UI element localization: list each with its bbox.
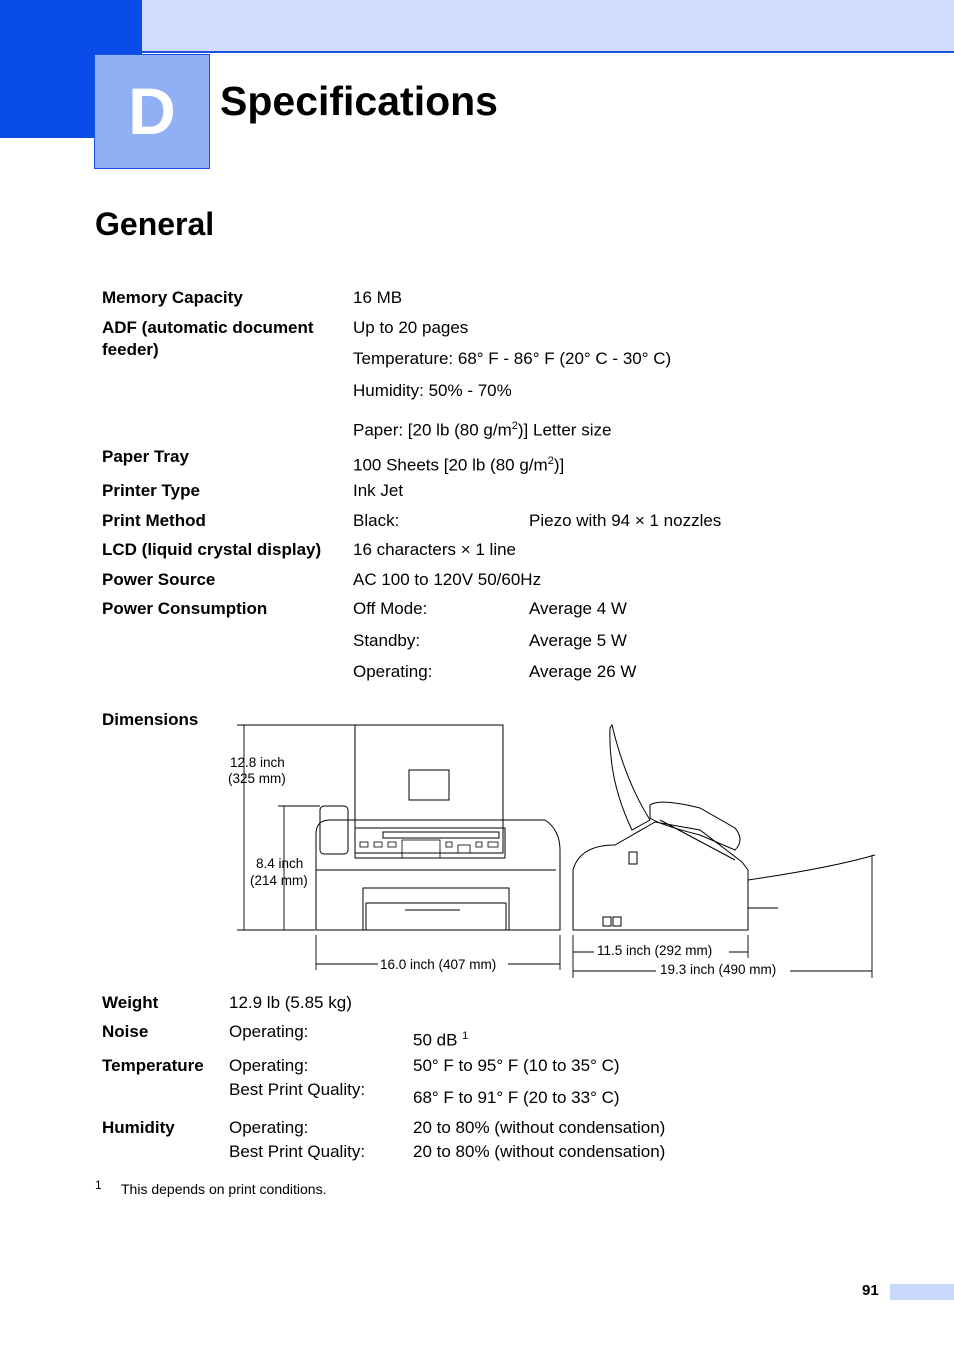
footnote-mark: 1 [95, 1178, 102, 1192]
paper-tray-label: Paper Tray [102, 447, 189, 466]
weight-label: Weight [102, 993, 159, 1012]
humidity-val1: 20 to 80% (without condensation) [413, 1118, 666, 1137]
humidity-sub2: Best Print Quality: [229, 1142, 366, 1161]
dim-height-body-line2: (214 mm) [250, 873, 308, 888]
front-view-drawing [316, 725, 560, 930]
adf-temperature: Temperature: 68° F - 86° F (20° C - 30° C) [353, 349, 672, 368]
chapter-letter: D [94, 54, 210, 169]
power-mode: Off Mode: [353, 599, 428, 618]
temperature-val2: 68° F to 91° F (20 to 33° C) [413, 1088, 620, 1107]
adf-humidity: Humidity: 50% - 70% [353, 381, 512, 400]
weight-value: 12.9 lb (5.85 kg) [229, 993, 352, 1012]
print-method-label: Print Method [102, 511, 206, 530]
adf-label-line1: ADF (automatic document [102, 318, 314, 337]
dim-depth-total: 19.3 inch (490 mm) [660, 962, 777, 977]
power-value: Average 26 W [529, 662, 637, 681]
temperature-sub1: Operating: [229, 1056, 309, 1075]
adf-paper-prefix: Paper: [20 lb (80 g/m [353, 420, 512, 440]
printer-type-label: Printer Type [102, 481, 200, 500]
temperature-label: Temperature [102, 1056, 204, 1075]
chapter-title: Specifications [220, 78, 498, 124]
humidity-val2: 20 to 80% (without condensation) [413, 1142, 666, 1161]
temperature-val1: 50° F to 95° F (10 to 35° C) [413, 1056, 620, 1075]
adf-pages: Up to 20 pages [353, 318, 469, 337]
printer-type-value: Ink Jet [353, 481, 404, 500]
power-source-value: AC 100 to 120V 50/60Hz [353, 570, 542, 589]
power-mode: Operating: [353, 662, 433, 681]
dim-height-body-line1: 8.4 inch [256, 856, 304, 871]
power-consumption-label: Power Consumption [102, 599, 268, 618]
page-number-bar [890, 1284, 954, 1300]
power-value: Average 5 W [529, 631, 627, 650]
print-method-sub: Black: [353, 511, 400, 530]
noise-value [413, 1025, 468, 1052]
memory-label: Memory Capacity [102, 288, 243, 307]
paper-tray-prefix: 100 Sheets [20 lb (80 g/m [353, 455, 548, 475]
footnote-text: This depends on print conditions. [121, 1181, 327, 1197]
power-value: Average 4 W [529, 599, 627, 618]
lcd-value: 16 characters × 1 line [353, 540, 517, 559]
noise-label: Noise [102, 1022, 149, 1041]
noise-footnote-ref: 1 [462, 1030, 469, 1042]
paper-tray-sup: 2 [547, 455, 554, 467]
power-source-label: Power Source [102, 570, 216, 589]
print-method-value: Piezo with 94 × 1 nozzles [529, 511, 722, 530]
dim-height-total-line1: 12.8 inch [230, 755, 285, 770]
dim-depth-body: 11.5 inch (292 mm) [597, 943, 713, 958]
temperature-sub2: Best Print Quality: [229, 1080, 366, 1099]
dim-height-total-line2: (325 mm) [228, 771, 286, 786]
dimensions-label: Dimensions [102, 710, 199, 729]
section-title: General [95, 206, 215, 242]
adf-label-line2: feeder) [102, 340, 159, 359]
power-mode: Standby: [353, 631, 421, 650]
paper-tray-suffix: )] [553, 455, 565, 475]
adf-paper-suffix: )] Letter size [517, 420, 612, 440]
side-view-drawing [573, 725, 875, 930]
dim-width: 16.0 inch (407 mm) [380, 957, 497, 972]
noise-value-text: 50 dB [413, 1030, 458, 1050]
adf-paper-sup: 2 [511, 420, 518, 432]
noise-sub: Operating: [229, 1022, 309, 1041]
lcd-label: LCD (liquid crystal display) [102, 540, 322, 559]
humidity-label: Humidity [102, 1118, 175, 1137]
page-number: 91 [862, 1282, 879, 1299]
memory-value: 16 MB [353, 288, 403, 307]
humidity-sub1: Operating: [229, 1118, 309, 1137]
